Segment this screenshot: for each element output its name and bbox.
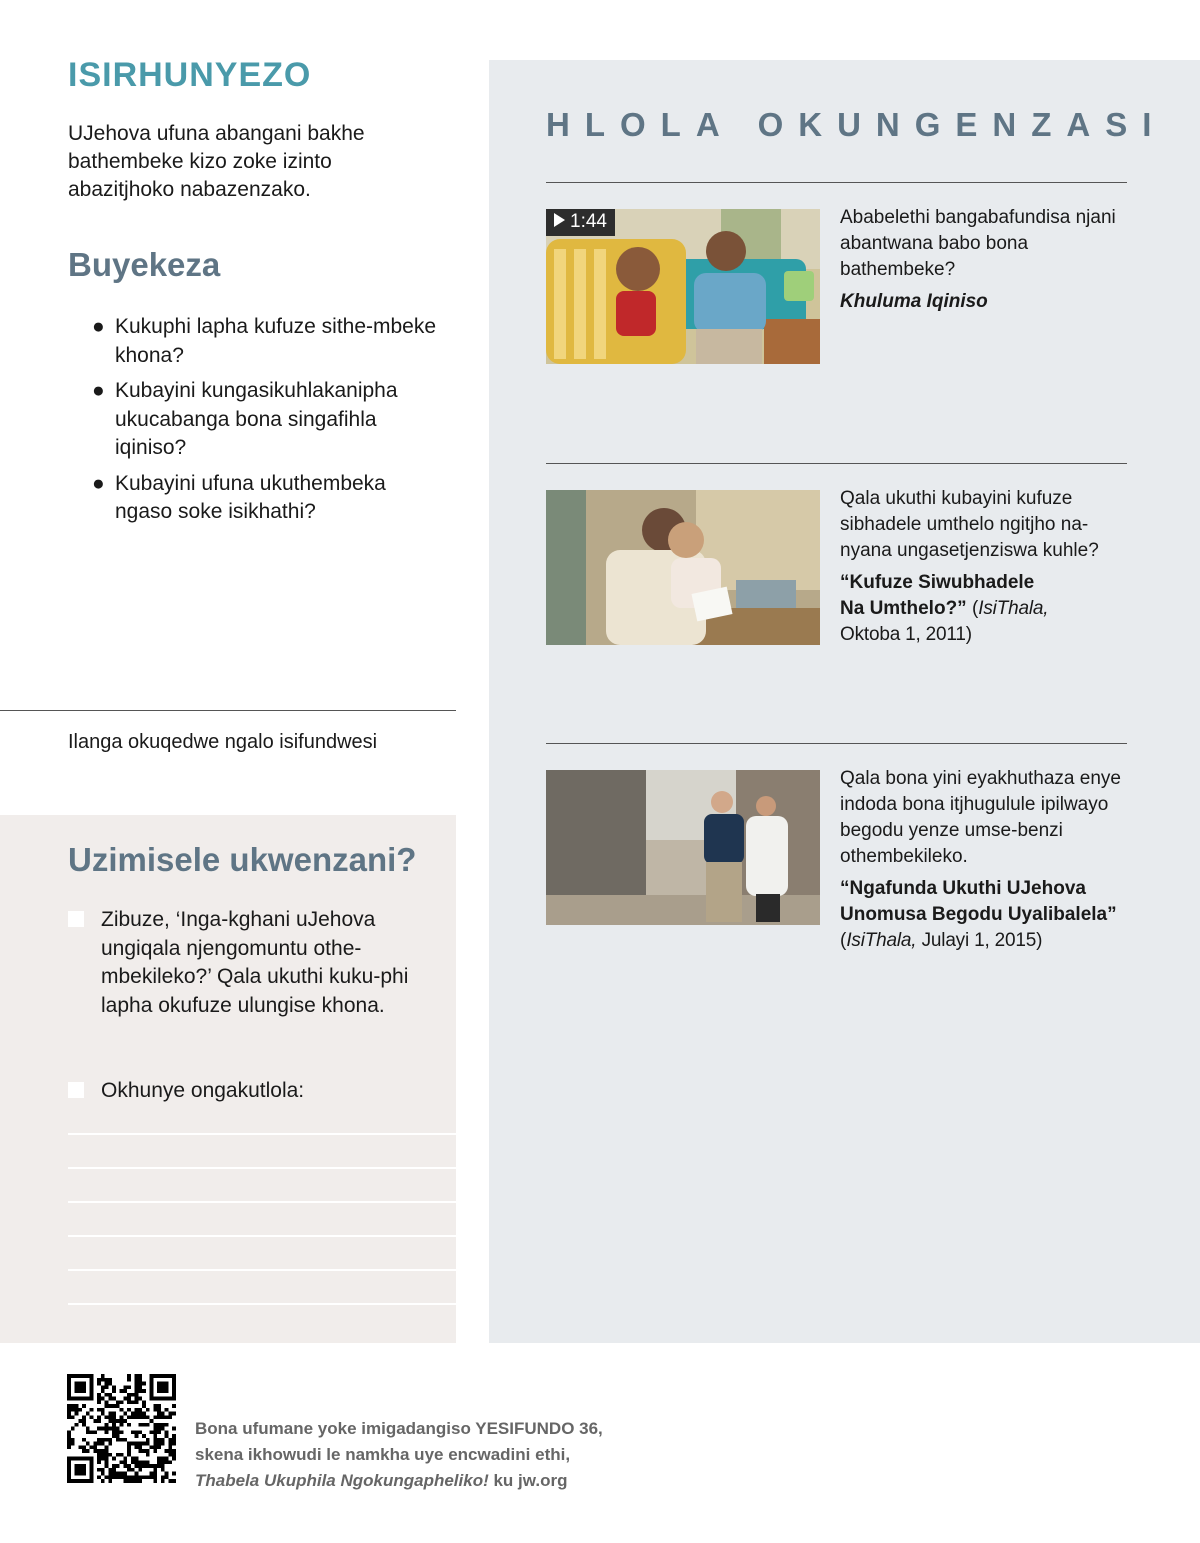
video-duration: 1:44 [570,211,607,232]
goal-text: Zibuze, ‘Inga-kghani uJehova ungiqala njengomuntu othe-mbekileko?’ Qala ukuthi kuku-phi lapha okufuze ulungise khona. [101,908,409,1017]
article-image-picture [546,770,820,925]
article-image[interactable] [546,770,820,925]
bullet-icon: ● [92,315,105,338]
write-line[interactable] [68,1201,456,1203]
publication-date: Oktoba 1, 2011) [840,624,972,645]
footer-link-suffix[interactable]: ku jw.org [488,1471,568,1490]
list-item [92,377,442,463]
explore-item-3 [840,766,1130,954]
explore-question: Ababelethi bangabafundisa njani abantwana babo bona bathembeke? [840,207,1116,280]
footer-line: skena ikhowudi le namkha uye encwadini ethi, [195,1445,571,1464]
publication-date: Julayi 1, 2015) [921,930,1043,951]
play-icon [554,213,565,227]
footer-line [195,1468,655,1494]
source-paren: ( [966,598,979,619]
review-list [92,313,442,534]
date-completed-label: Ilanga okuqedwe ngalo isifundwesi [68,731,378,753]
write-line[interactable] [68,1133,456,1135]
footer-line: Bona ufumane yoke imigadangiso YESIFUNDO 36, [195,1419,603,1438]
write-line[interactable] [68,1303,456,1305]
bullet-icon: ● [92,379,105,402]
review-question: Kubayini kungasikuhlakanipha ukucabanga bona singafihla iqiniso? [115,379,398,459]
summary-text: UJehova ufuna abangani bakhe bathembeke kizo zoke izinto abazitjhoko nabazenzako. [68,122,365,201]
publication-name: IsiThala, [978,598,1049,619]
explore-question: Qala ukuthi kubayini kufuze sibhadele umthelo ngitjho na-nyana ungasetjenziswa kuhle? [840,488,1099,561]
video-thumbnail[interactable] [546,209,820,364]
qr-code[interactable] [67,1374,176,1483]
goal-text: Okhunye ongakutlola: [101,1079,305,1102]
bullet-icon: ● [92,471,105,495]
article-image-picture [546,490,820,645]
checkbox[interactable] [68,1082,84,1098]
list-item [92,313,442,370]
article-source[interactable] [840,570,1130,648]
summary-heading: ISIRHUNYEZO [68,56,312,94]
write-line[interactable] [68,1235,456,1237]
article-source[interactable] [840,876,1130,954]
explore-item-2 [840,486,1130,648]
list-item [92,470,442,527]
book-title: Thabela Ukuphila Ngokungapheliko! [195,1471,489,1490]
duration-badge [546,209,615,236]
publication-name: IsiThala, [846,930,917,951]
explore-heading: HLOLA OKUNGENZASI [546,106,1167,143]
footer-text [195,1416,655,1494]
goal-item[interactable] [68,1077,418,1107]
article-image[interactable] [546,490,820,645]
divider [546,463,1127,464]
divider [546,182,1127,183]
explore-item-1 [840,205,1130,315]
divider [0,710,456,711]
qr-code-icon [67,1374,176,1483]
video-title-link[interactable]: Khuluma Iqiniso [840,291,988,312]
checkbox[interactable] [68,911,84,927]
review-question: Kubayini ufuna ukuthembeka ngaso soke isikhathi? [115,471,386,523]
article-title: “Ngafunda Ukuthi UJehova Unomusa Begodu Uyalibalela” [840,878,1117,925]
write-line[interactable] [68,1167,456,1169]
article-title: Na Umthelo?” [840,598,967,619]
explore-question: Qala bona yini eyakhuthaza enye indoda bona itjhugulule ipilwayo begodu yenze umse-benzi othembekileko. [840,768,1121,867]
goal-item[interactable] [68,906,418,1046]
review-question: Kukuphi lapha kufuze sithe-mbeke khona? [115,315,437,367]
goal-heading: Uzimisele ukwenzani? [68,841,417,878]
article-title: “Kufuze Siwubhadele [840,572,1035,593]
source-paren: ( [840,930,847,951]
write-line[interactable] [68,1269,456,1271]
divider [546,743,1127,744]
review-heading: Buyekeza [68,246,221,283]
